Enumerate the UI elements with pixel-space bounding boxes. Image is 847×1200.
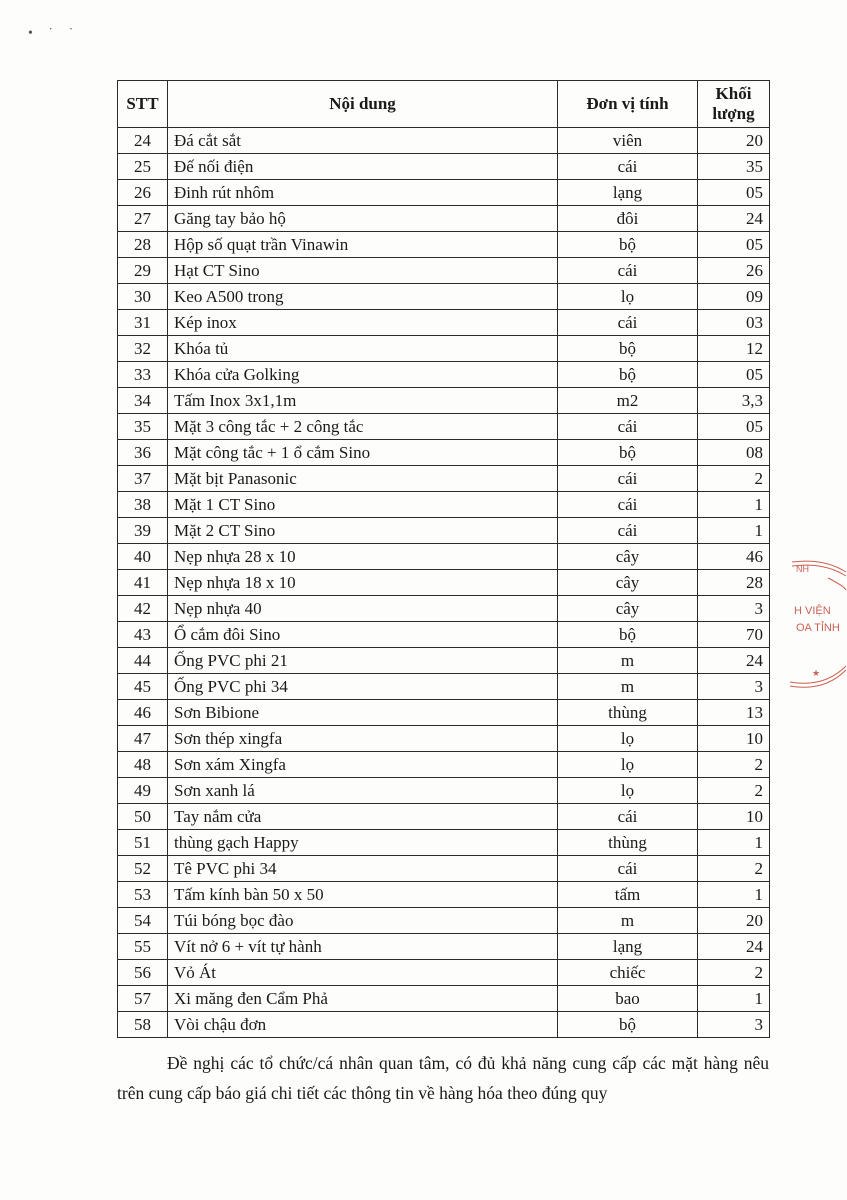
- row-name: Mặt công tắc + 1 ổ cắm Sino: [168, 440, 558, 466]
- table-row: [118, 674, 770, 700]
- table-row: [118, 284, 770, 310]
- table-row: [118, 778, 770, 804]
- row-stt: 55: [118, 934, 168, 960]
- row-stt: 31: [118, 310, 168, 336]
- row-name: Ống PVC phi 34: [168, 674, 558, 700]
- row-stt: 46: [118, 700, 168, 726]
- table-row: [118, 336, 770, 362]
- row-unit: cái: [558, 310, 698, 336]
- table-row: [118, 882, 770, 908]
- row-unit: thùng: [558, 700, 698, 726]
- row-name: Keo A500 trong: [168, 284, 558, 310]
- row-unit: cây: [558, 570, 698, 596]
- row-unit: đôi: [558, 206, 698, 232]
- row-qty: 2: [698, 778, 770, 804]
- row-qty: 1: [698, 492, 770, 518]
- row-unit: cái: [558, 518, 698, 544]
- row-qty: 24: [698, 648, 770, 674]
- row-stt: 48: [118, 752, 168, 778]
- row-unit: m: [558, 648, 698, 674]
- table-row: [118, 414, 770, 440]
- row-stt: 34: [118, 388, 168, 414]
- row-unit: chiếc: [558, 960, 698, 986]
- row-name: Túi bóng bọc đào: [168, 908, 558, 934]
- row-name: Tấm Inox 3x1,1m: [168, 388, 558, 414]
- table-row: [118, 388, 770, 414]
- row-qty: 2: [698, 856, 770, 882]
- row-qty: 3: [698, 674, 770, 700]
- row-qty: 03: [698, 310, 770, 336]
- row-name: Ổ cắm đôi Sino: [168, 622, 558, 648]
- red-seal-stamp: [784, 550, 847, 700]
- table-header: [118, 81, 770, 128]
- table-row: [118, 440, 770, 466]
- table-row: [118, 752, 770, 778]
- row-qty: 24: [698, 206, 770, 232]
- table-row: [118, 232, 770, 258]
- row-unit: cái: [558, 466, 698, 492]
- table-row: [118, 622, 770, 648]
- row-unit: m: [558, 908, 698, 934]
- table-row: [118, 180, 770, 206]
- row-stt: 28: [118, 232, 168, 258]
- row-name: Đế nối điện: [168, 154, 558, 180]
- row-qty: 3,3: [698, 388, 770, 414]
- row-name: Sơn xanh lá: [168, 778, 558, 804]
- row-unit: lọ: [558, 778, 698, 804]
- table-row: [118, 362, 770, 388]
- row-stt: 25: [118, 154, 168, 180]
- row-qty: 05: [698, 180, 770, 206]
- table-row: [118, 726, 770, 752]
- row-unit: cây: [558, 596, 698, 622]
- row-name: Vỏ Át: [168, 960, 558, 986]
- row-unit: cái: [558, 154, 698, 180]
- table-row: [118, 518, 770, 544]
- row-stt: 24: [118, 128, 168, 154]
- row-unit: bộ: [558, 232, 698, 258]
- row-qty: 3: [698, 1012, 770, 1038]
- table-row: [118, 128, 770, 154]
- row-stt: 30: [118, 284, 168, 310]
- row-stt: 53: [118, 882, 168, 908]
- row-name: Hạt CT Sino: [168, 258, 558, 284]
- row-name: Sơn Bibione: [168, 700, 558, 726]
- header-stt: STT: [118, 81, 168, 128]
- table-row: [118, 700, 770, 726]
- row-qty: 2: [698, 466, 770, 492]
- table-row: [118, 908, 770, 934]
- row-qty: 08: [698, 440, 770, 466]
- row-stt: 38: [118, 492, 168, 518]
- row-qty: 05: [698, 414, 770, 440]
- row-stt: 39: [118, 518, 168, 544]
- row-qty: 24: [698, 934, 770, 960]
- table-row: [118, 934, 770, 960]
- row-qty: 2: [698, 960, 770, 986]
- row-name: Găng tay bảo hộ: [168, 206, 558, 232]
- table-row: [118, 596, 770, 622]
- row-unit: cái: [558, 414, 698, 440]
- row-name: Mặt 3 công tắc + 2 công tắc: [168, 414, 558, 440]
- row-qty: 1: [698, 830, 770, 856]
- row-name: Tấm kính bàn 50 x 50: [168, 882, 558, 908]
- row-stt: 29: [118, 258, 168, 284]
- row-qty: 12: [698, 336, 770, 362]
- row-stt: 26: [118, 180, 168, 206]
- row-unit: bộ: [558, 622, 698, 648]
- scan-marks: • ˙ ˙: [28, 26, 80, 41]
- row-unit: m: [558, 674, 698, 700]
- row-qty: 05: [698, 232, 770, 258]
- row-name: Vòi chậu đơn: [168, 1012, 558, 1038]
- seal-text-1: NH: [796, 564, 809, 574]
- row-name: Tê PVC phi 34: [168, 856, 558, 882]
- row-stt: 51: [118, 830, 168, 856]
- row-name: Xi măng đen Cẩm Phả: [168, 986, 558, 1012]
- row-name: Đá cắt sắt: [168, 128, 558, 154]
- table-row: [118, 206, 770, 232]
- row-name: Vít nở 6 + vít tự hành: [168, 934, 558, 960]
- row-qty: 2: [698, 752, 770, 778]
- row-unit: cái: [558, 856, 698, 882]
- row-stt: 35: [118, 414, 168, 440]
- row-qty: 09: [698, 284, 770, 310]
- table-row: [118, 310, 770, 336]
- seal-star-icon: ★: [812, 668, 821, 678]
- header-qty-line2: lượng: [712, 104, 755, 123]
- row-qty: 20: [698, 128, 770, 154]
- row-name: Mặt 2 CT Sino: [168, 518, 558, 544]
- row-stt: 45: [118, 674, 168, 700]
- row-stt: 58: [118, 1012, 168, 1038]
- row-qty: 3: [698, 596, 770, 622]
- table-row: [118, 154, 770, 180]
- row-name: Tay nắm cửa: [168, 804, 558, 830]
- header-qty: [698, 81, 770, 128]
- row-name: Sơn thép xingfa: [168, 726, 558, 752]
- row-stt: 44: [118, 648, 168, 674]
- row-unit: lọ: [558, 752, 698, 778]
- row-stt: 49: [118, 778, 168, 804]
- header-name: Nội dung: [168, 81, 558, 128]
- row-stt: 33: [118, 362, 168, 388]
- table-row: [118, 986, 770, 1012]
- row-unit: bộ: [558, 362, 698, 388]
- row-name: Hộp số quạt trần Vinawin: [168, 232, 558, 258]
- table-row: [118, 1012, 770, 1038]
- table-row: [118, 570, 770, 596]
- row-qty: 1: [698, 882, 770, 908]
- table-row: [118, 648, 770, 674]
- row-name: Ống PVC phi 21: [168, 648, 558, 674]
- row-qty: 46: [698, 544, 770, 570]
- table-row: [118, 856, 770, 882]
- table-body: [118, 128, 770, 1038]
- row-name: Mặt 1 CT Sino: [168, 492, 558, 518]
- row-stt: 36: [118, 440, 168, 466]
- row-stt: 43: [118, 622, 168, 648]
- row-unit: lọ: [558, 284, 698, 310]
- row-unit: bộ: [558, 440, 698, 466]
- row-qty: 10: [698, 726, 770, 752]
- row-stt: 56: [118, 960, 168, 986]
- row-stt: 41: [118, 570, 168, 596]
- row-unit: thùng: [558, 830, 698, 856]
- row-stt: 32: [118, 336, 168, 362]
- row-unit: viên: [558, 128, 698, 154]
- table-row: [118, 960, 770, 986]
- row-qty: 26: [698, 258, 770, 284]
- table-row: [118, 830, 770, 856]
- row-unit: cái: [558, 258, 698, 284]
- header-unit: Đơn vị tính: [558, 81, 698, 128]
- row-stt: 57: [118, 986, 168, 1012]
- row-qty: 35: [698, 154, 770, 180]
- row-stt: 27: [118, 206, 168, 232]
- row-name: thùng gạch Happy: [168, 830, 558, 856]
- row-stt: 37: [118, 466, 168, 492]
- row-name: Khóa tủ: [168, 336, 558, 362]
- row-name: Đinh rút nhôm: [168, 180, 558, 206]
- row-stt: 47: [118, 726, 168, 752]
- row-stt: 54: [118, 908, 168, 934]
- row-name: Nẹp nhựa 40: [168, 596, 558, 622]
- seal-text-3: OA TỈNH: [796, 622, 840, 634]
- row-name: Mặt bịt Panasonic: [168, 466, 558, 492]
- seal-text-2: H VIỆN: [794, 605, 831, 617]
- row-unit: lạng: [558, 180, 698, 206]
- row-qty: 70: [698, 622, 770, 648]
- row-unit: bao: [558, 986, 698, 1012]
- row-unit: m2: [558, 388, 698, 414]
- row-name: Khóa cửa Golking: [168, 362, 558, 388]
- row-unit: lọ: [558, 726, 698, 752]
- row-qty: 10: [698, 804, 770, 830]
- row-name: Kép inox: [168, 310, 558, 336]
- row-qty: 20: [698, 908, 770, 934]
- table-row: [118, 544, 770, 570]
- header-qty-line1: Khối: [715, 84, 752, 103]
- row-stt: 52: [118, 856, 168, 882]
- row-qty: 1: [698, 518, 770, 544]
- table-row: [118, 492, 770, 518]
- row-name: Sơn xám Xingfa: [168, 752, 558, 778]
- row-name: Nẹp nhựa 18 x 10: [168, 570, 558, 596]
- row-qty: 28: [698, 570, 770, 596]
- row-unit: lạng: [558, 934, 698, 960]
- materials-table: [117, 80, 770, 1038]
- row-qty: 1: [698, 986, 770, 1012]
- table-row: [118, 258, 770, 284]
- row-unit: cái: [558, 804, 698, 830]
- row-unit: bộ: [558, 336, 698, 362]
- row-qty: 13: [698, 700, 770, 726]
- row-unit: cây: [558, 544, 698, 570]
- table-row: [118, 466, 770, 492]
- row-stt: 50: [118, 804, 168, 830]
- row-unit: tấm: [558, 882, 698, 908]
- row-stt: 40: [118, 544, 168, 570]
- row-unit: cái: [558, 492, 698, 518]
- row-name: Nẹp nhựa 28 x 10: [168, 544, 558, 570]
- row-qty: 05: [698, 362, 770, 388]
- row-stt: 42: [118, 596, 168, 622]
- request-paragraph: Đề nghị các tổ chức/cá nhân quan tâm, có đủ khả năng cung cấp các mặt hàng nêu trên cung cấp báo giá chi tiết các thông tin về hàng hóa theo đúng quy: [117, 1053, 769, 1103]
- row-unit: bộ: [558, 1012, 698, 1038]
- table-row: [118, 804, 770, 830]
